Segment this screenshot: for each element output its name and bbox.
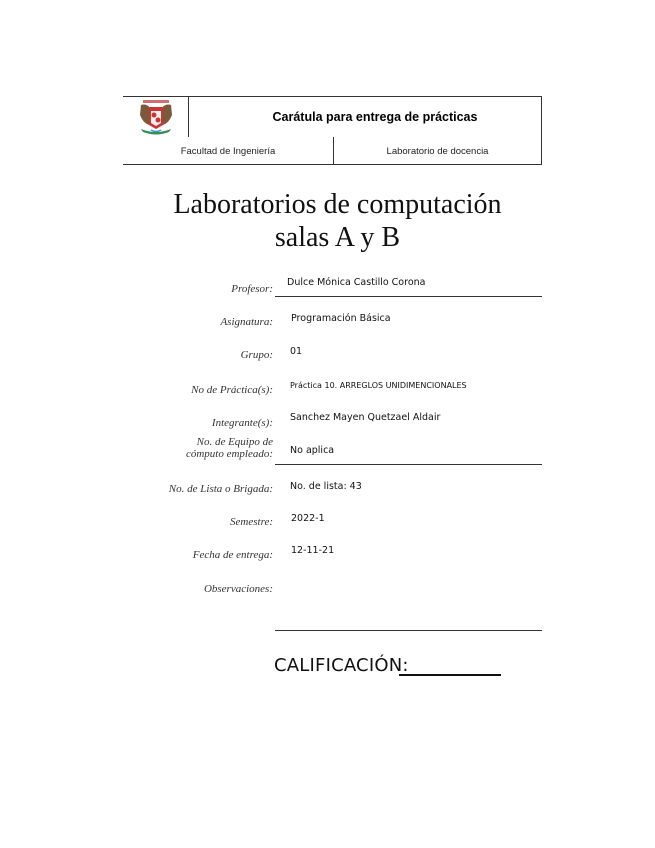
field-label: Observaciones: bbox=[203, 583, 273, 595]
field-value[interactable]: No aplica bbox=[290, 445, 335, 456]
field-label: Fecha de entrega: bbox=[192, 549, 273, 561]
field-label: Integrante(s): bbox=[211, 417, 273, 429]
grade-input-line[interactable] bbox=[399, 674, 501, 676]
field-label: Grupo: bbox=[240, 349, 273, 361]
lab-label: Laboratorio de docencia bbox=[333, 137, 541, 165]
field-value[interactable]: Sanchez Mayen Quetzael Aldair bbox=[290, 412, 441, 423]
field-value[interactable]: Dulce Mónica Castillo Corona bbox=[287, 277, 426, 288]
title-line-1: Laboratorios de computación bbox=[173, 189, 502, 220]
field-value[interactable]: Programación Básica bbox=[291, 313, 391, 324]
document-header bbox=[123, 96, 542, 165]
field-label-line-2: cómputo empleado: bbox=[185, 448, 273, 460]
page-title bbox=[0, 188, 655, 254]
field-label: No. de Lista o Brigada: bbox=[168, 483, 273, 495]
field-label: Semestre: bbox=[230, 516, 273, 528]
field-label: No de Práctica(s): bbox=[191, 384, 273, 396]
unam-crest-icon bbox=[137, 99, 175, 135]
grade-label: CALIFICACIÓN: bbox=[274, 655, 409, 676]
observaciones-underline bbox=[275, 630, 542, 631]
field-label: Asignatura: bbox=[220, 316, 273, 328]
faculty-label: Facultad de Ingeniería bbox=[180, 145, 276, 157]
field-value[interactable]: 12-11-21 bbox=[291, 545, 335, 556]
field-value[interactable]: No. de lista: 43 bbox=[290, 481, 362, 492]
field-label-line-1: No. de Equipo de bbox=[196, 436, 273, 448]
field-label bbox=[186, 436, 273, 460]
field-value[interactable]: Práctica 10. ARREGLOS UNIDIMENCIONALES bbox=[290, 381, 467, 390]
equipo-underline bbox=[275, 464, 542, 465]
title-line-2: salas A y B bbox=[274, 222, 401, 253]
field-label: Profesor: bbox=[231, 283, 273, 295]
field-value[interactable]: 2022-1 bbox=[291, 513, 325, 524]
profesor-underline bbox=[275, 296, 542, 297]
logo-cell bbox=[123, 97, 189, 137]
header-title: Carátula para entrega de prácticas bbox=[272, 110, 478, 124]
field-value[interactable]: 01 bbox=[290, 346, 303, 357]
